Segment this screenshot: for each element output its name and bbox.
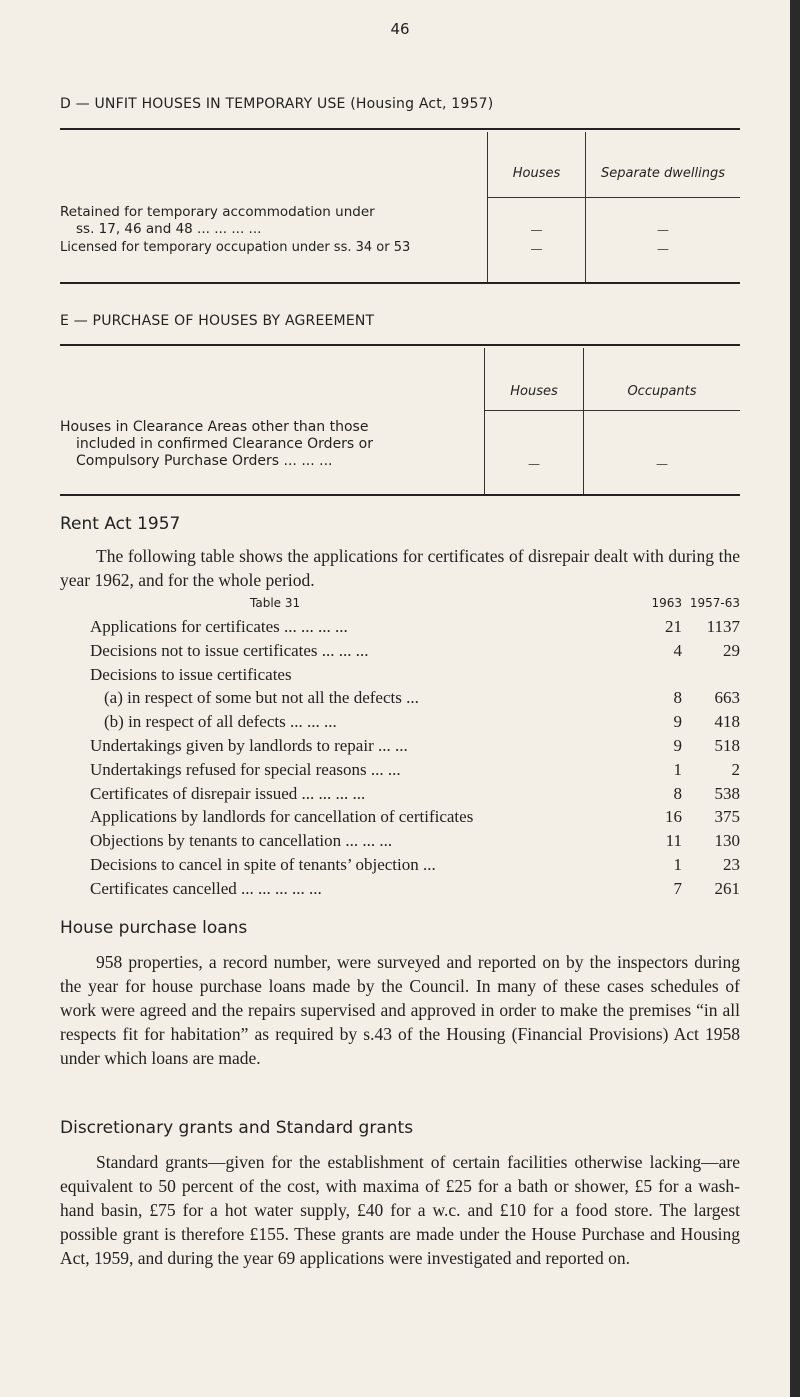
rent-act-intro xyxy=(60,544,740,592)
table-31-col-1963: 1963 xyxy=(651,596,682,610)
table-row-value-1963: 11 xyxy=(665,831,682,851)
section-d-bottom-rule xyxy=(60,282,740,284)
table-row-value-1963: 8 xyxy=(673,688,682,708)
page-number: 46 xyxy=(390,20,410,38)
section-d-row1-houses: — xyxy=(530,223,543,237)
section-e-heading: E — PURCHASE OF HOUSES BY AGREEMENT xyxy=(60,313,375,329)
table-row-label: Decisions to cancel in spite of tenants’ objection ... xyxy=(90,855,436,874)
table-row-value-1963: 8 xyxy=(673,783,682,803)
table-row-value-period: 29 xyxy=(723,640,740,660)
table-row-label: Objections by tenants to cancellation ... ... ... xyxy=(90,831,393,851)
section-d-heading: D — UNFIT HOUSES IN TEMPORARY USE (Housing Act, 1957) xyxy=(60,96,494,112)
section-e-bottom-rule xyxy=(60,494,740,496)
page-edge xyxy=(790,0,800,1397)
table-row xyxy=(90,735,740,757)
section-e-header-rule xyxy=(485,410,740,411)
table-row xyxy=(90,830,740,852)
table-row xyxy=(90,616,740,638)
table-row xyxy=(90,711,740,733)
table-row-label: Undertakings given by landlords to repair ... ... xyxy=(90,736,408,755)
rent-act-title: Rent Act 1957 xyxy=(60,514,181,534)
section-d-top-rule xyxy=(60,128,740,130)
table-row-label: Undertakings refused for special reasons ... ... xyxy=(90,759,401,779)
section-e-row-line3: Compulsory Purchase Orders ... ... ... xyxy=(76,453,333,469)
section-d-header-rule xyxy=(488,197,740,198)
table-31-col-period: 1957-63 xyxy=(689,596,740,610)
table-row-label: Certificates cancelled ... ... ... ... ... xyxy=(90,878,322,898)
house-purchase-paragraph xyxy=(60,950,740,1070)
table-row xyxy=(90,854,740,876)
rent-act-intro-text: The following table shows the applications for certificates of disrepair dealt with during the year 1962, and for the whole period. xyxy=(60,546,740,590)
table-row-value-period: 2 xyxy=(731,759,740,779)
table-row-label: (b) in respect of all defects ... ... ... xyxy=(104,712,337,732)
table-row-value-1963: 1 xyxy=(673,759,682,779)
table-row-label: Applications for certificates ... ... ... ... xyxy=(90,617,348,636)
table-row-label: Applications by landlords for cancellation of certificates xyxy=(90,807,474,827)
section-d-col-dwellings: Separate dwellings xyxy=(601,166,725,181)
section-d-row1-line1: Retained for temporary accommodation under xyxy=(60,204,375,220)
section-e-row-line1: Houses in Clearance Areas other than those xyxy=(60,419,369,435)
section-d-row1-dwellings: — xyxy=(657,223,669,237)
table-row-label: Decisions not to issue certificates ... ... ... xyxy=(90,640,369,660)
table-row xyxy=(90,687,740,709)
table-row-value-1963: 9 xyxy=(673,736,682,755)
table-row xyxy=(90,878,740,900)
section-d-divider-2 xyxy=(585,132,586,282)
table-row-value-period: 518 xyxy=(714,736,740,755)
section-e-divider-2 xyxy=(583,348,584,494)
table-row xyxy=(90,783,740,805)
table-row xyxy=(90,664,740,686)
table-row-label: (a) in respect of some but not all the defects ... xyxy=(104,688,419,708)
table-row-label: Certificates of disrepair issued ... ... ... ... xyxy=(90,783,366,803)
table-row-value-1963: 1 xyxy=(673,855,682,874)
table-31-header xyxy=(90,596,740,614)
table-row-value-period: 663 xyxy=(714,688,740,708)
grants-title: Discretionary grants and Standard grants xyxy=(60,1118,414,1138)
table-row-value-period: 1137 xyxy=(706,617,740,636)
section-e-divider-1 xyxy=(484,348,485,494)
table-row xyxy=(90,806,740,828)
table-row xyxy=(90,640,740,662)
table-row-value-1963: 9 xyxy=(673,712,682,732)
table-row-value-period: 375 xyxy=(714,807,740,827)
table-31-caption: Table 31 xyxy=(250,596,301,610)
section-e-row-line2: included in confirmed Clearance Orders or xyxy=(76,436,374,452)
section-d-row2-label: Licensed for temporary occupation under ss. 34 or 53 xyxy=(60,240,411,255)
table-row-value-period: 418 xyxy=(714,712,740,732)
section-e-col-houses: Houses xyxy=(510,384,558,399)
table-row xyxy=(90,759,740,781)
table-row-value-period: 130 xyxy=(714,831,740,851)
section-d-divider-1 xyxy=(487,132,488,282)
section-e-top-rule xyxy=(60,344,740,346)
table-row-label: Decisions to issue certificates xyxy=(90,664,292,684)
section-e-col-occupants: Occupants xyxy=(627,384,697,399)
section-d-row2-dwellings: — xyxy=(657,242,669,256)
table-row-value-period: 23 xyxy=(723,855,740,874)
grants-paragraph xyxy=(60,1150,740,1270)
table-row-value-1963: 16 xyxy=(665,807,682,827)
house-purchase-title: House purchase loans xyxy=(60,918,248,938)
section-d-col-houses: Houses xyxy=(512,166,561,181)
section-d-row1-line2: ss. 17, 46 and 48 ... ... ... ... xyxy=(76,221,262,237)
house-purchase-text: 958 properties, a record number, were surveyed and reported on by the inspectors during the year for house purchase loans made by the Council. In many of these cases schedules of work were agreed and the repairs supervised and approved in order to make the premises “in all respects fit for habitation” as required by s.43 of the Housing (Financial Provisions) Act 1958 under which loans are made. xyxy=(60,952,740,1068)
section-e-row-houses: — xyxy=(528,457,540,471)
table-row-value-period: 538 xyxy=(714,783,740,803)
table-row-value-1963: 21 xyxy=(665,617,682,636)
table-row-value-period: 261 xyxy=(714,878,740,898)
table-row-value-1963: 7 xyxy=(673,878,682,898)
grants-text: Standard grants—given for the establishment of certain facilities otherwise lacking—are equivalent to 50 percent of the cost, with maxima of £25 for a bath or shower, £5 for a wash-hand basin, £75 for a hot water supply, £40 for a w.c. and £10 for a food store. The largest possible grant is therefore £155. These grants are made under the House Purchase and Housing Act, 1959, and during the year 69 applications were investigated and reported on. xyxy=(60,1152,740,1268)
section-d-row2-houses: — xyxy=(530,242,543,256)
section-e-row-occupants: — xyxy=(656,457,668,471)
table-row-value-1963: 4 xyxy=(673,640,682,660)
